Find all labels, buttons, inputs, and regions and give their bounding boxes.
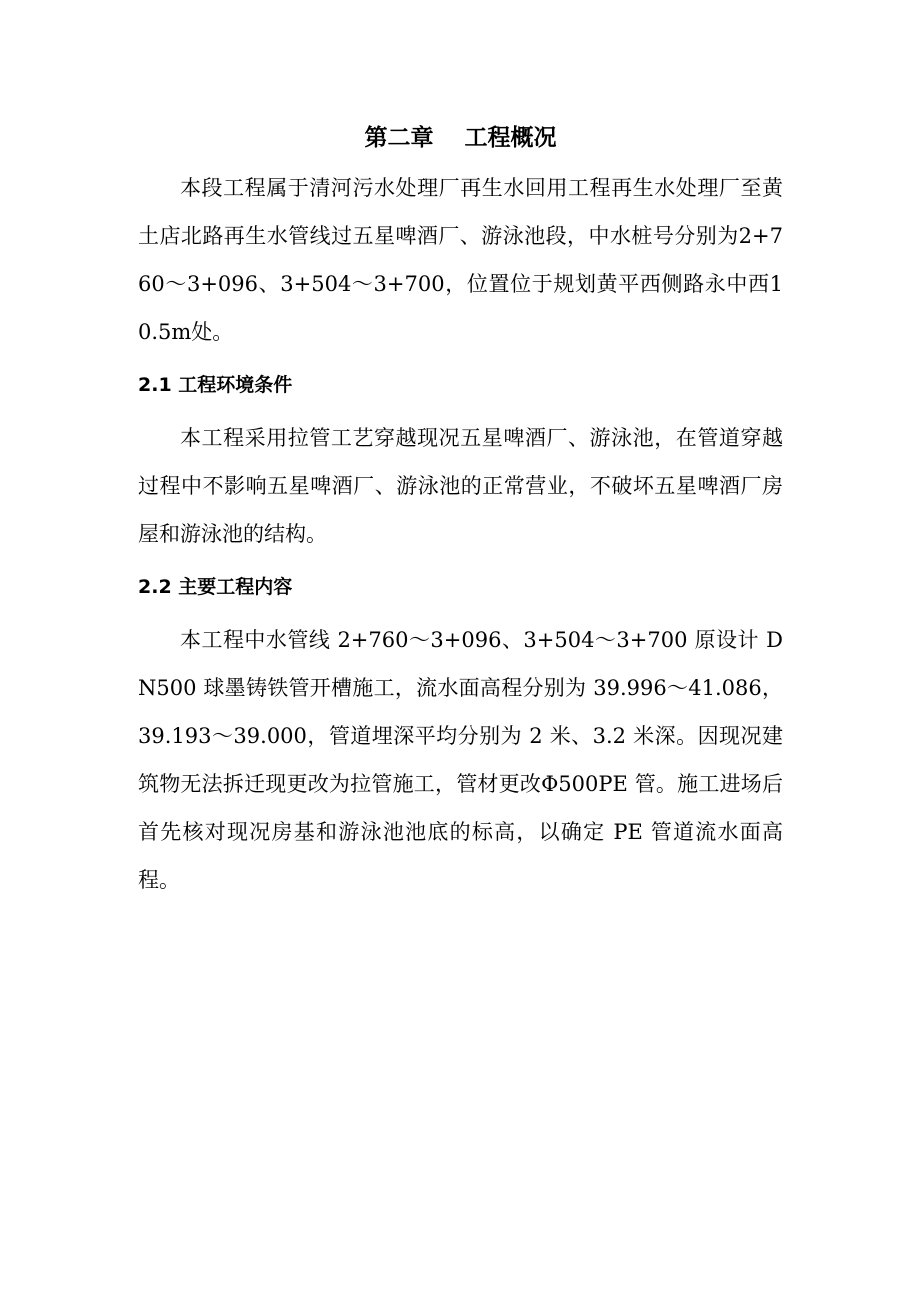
section-paragraph-environment: 本工程采用拉管工艺穿越现况五星啤酒厂、游泳池，在管道穿越过程中不影响五星啤酒厂、游泳池的正常营业，不破坏五星啤酒厂房屋和游泳池的结构。 xyxy=(138,426,783,546)
section-heading-main-content: 2.2 主要工程内容 xyxy=(138,576,293,598)
section-paragraph-main-content: 本工程中水管线 2+760～3+096、3+504～3+700 原设计 DN500 球墨铸铁管开槽施工，流水面高程分别为 39.996～41.086，39.193～39.000，管道埋深平均分别为 2 米、3.2 米深。因现况建筑物无法拆迁现更改为拉管施工，管材更改Φ500PE 管。施工进场后首先核对现况房基和游泳池池底的标高，以确定 PE 管道流水面高程。 xyxy=(138,628,783,892)
document-content xyxy=(138,118,783,904)
section-heading-environment: 2.1 工程环境条件 xyxy=(138,374,293,396)
chapter-title: 第二章 工程概况 xyxy=(364,124,557,151)
intro-paragraph: 本段工程属于清河污水处理厂再生水回用工程再生水处理厂至黄土店北路再生水管线过五星啤酒厂、游泳池段，中水桩号分别为2+760～3+096、3+504～3+700，位置位于规划黄平西侧路永中西10.5m处。 xyxy=(138,176,783,344)
